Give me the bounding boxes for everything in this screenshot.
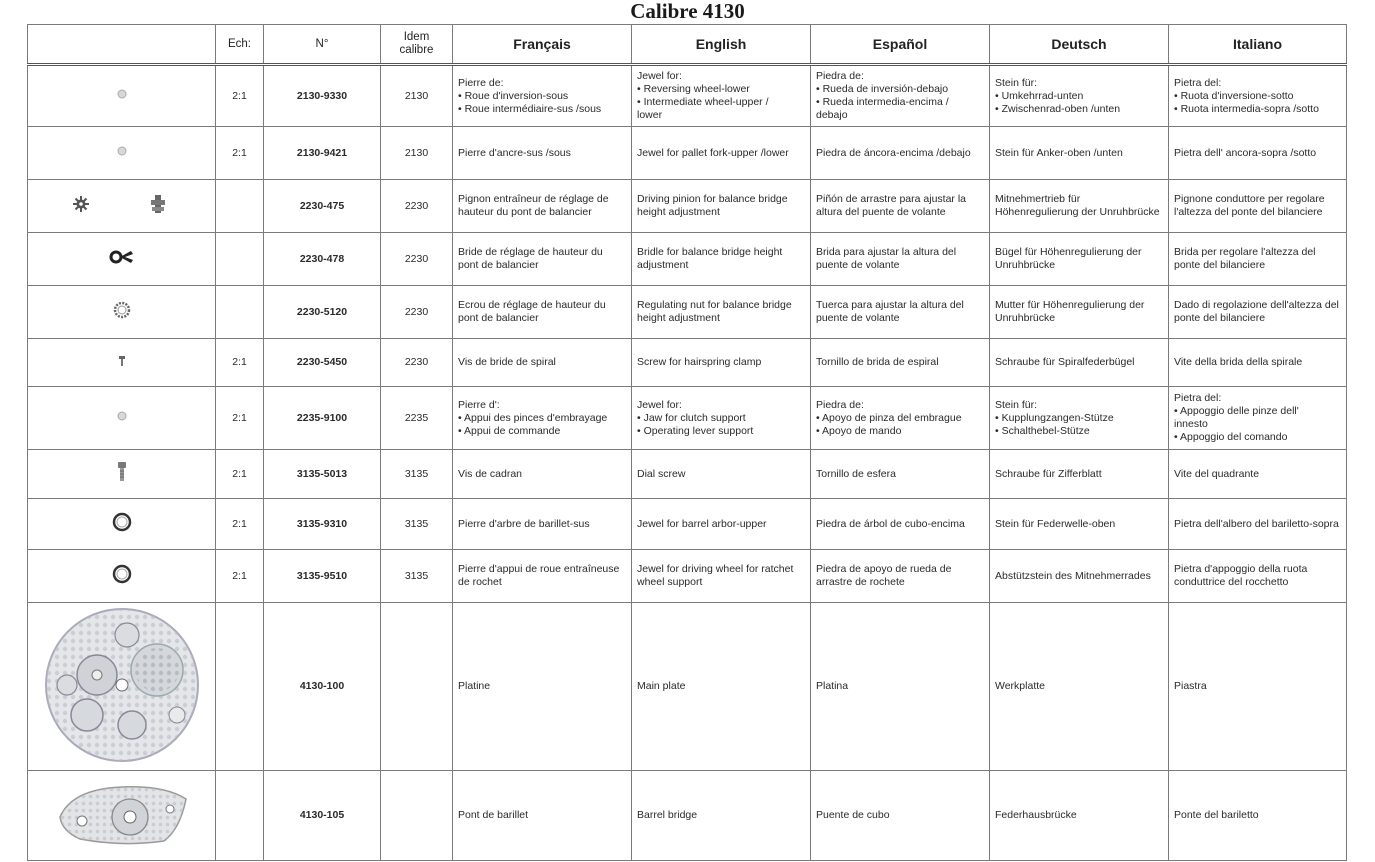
description-de: Stein für: • Umkehrrad-unten • Zwischenrad-oben /unten <box>990 65 1169 127</box>
idem-calibre-cell: 2130 <box>381 127 453 180</box>
description-en: Barrel bridge <box>632 771 811 861</box>
idem-calibre-cell: 2230 <box>381 180 453 233</box>
description-es: Piedra de árbol de cubo-encima <box>811 499 990 550</box>
description-en: Driving pinion for balance bridge height adjustment <box>632 180 811 233</box>
header-row <box>28 25 1347 65</box>
description-fr: Vis de cadran <box>453 450 632 499</box>
description-fr: Pignon entraîneur de réglage de hauteur du pont de balancier <box>453 180 632 233</box>
description-en: Screw for hairspring clamp <box>632 339 811 387</box>
description-en: Regulating nut for balance bridge height adjustment <box>632 286 811 339</box>
pinion-icon <box>67 192 177 220</box>
table-row <box>28 603 1347 771</box>
table-row <box>28 499 1347 550</box>
part-image-cell <box>28 771 216 861</box>
description-en: Jewel for driving wheel for ratchet wheel support <box>632 550 811 603</box>
table-row <box>28 286 1347 339</box>
scale-cell <box>216 771 264 861</box>
table-row <box>28 65 1347 127</box>
ring-jewel-icon <box>111 511 133 537</box>
part-number: 2230-5450 <box>264 339 381 387</box>
scale-cell <box>216 233 264 286</box>
idem-calibre-cell: 3135 <box>381 450 453 499</box>
scale-cell: 2:1 <box>216 65 264 127</box>
main-plate-icon <box>37 605 207 769</box>
part-number: 2230-5120 <box>264 286 381 339</box>
description-en: Jewel for barrel arbor-upper <box>632 499 811 550</box>
part-image-cell <box>28 180 216 233</box>
description-fr: Vis de bride de spiral <box>453 339 632 387</box>
part-number: 2230-478 <box>264 233 381 286</box>
description-de: Mitnehmertrieb für Höhenregulierung der Unruhbrücke <box>990 180 1169 233</box>
idem-calibre-cell <box>381 771 453 861</box>
description-fr: Pierre d': • Appui des pinces d'embrayage • Appui de commande <box>453 387 632 450</box>
description-es: Piedra de: • Rueda de inversión-debajo • Rueda intermedia-encima / debajo <box>811 65 990 127</box>
description-de: Federhausbrücke <box>990 771 1169 861</box>
dial-screw-icon <box>117 461 127 487</box>
idem-calibre-cell: 2235 <box>381 387 453 450</box>
description-it: Pietra dell' ancora-sopra /sotto <box>1169 127 1347 180</box>
scale-cell: 2:1 <box>216 450 264 499</box>
part-number: 2130-9421 <box>264 127 381 180</box>
header-ech: Ech: <box>216 25 264 65</box>
description-en: Main plate <box>632 603 811 771</box>
description-it: Brida per regolare l'altezza del ponte del bilanciere <box>1169 233 1347 286</box>
description-de: Mutter für Höhenregulierung der Unruhbrücke <box>990 286 1169 339</box>
description-de: Stein für: • Kupplungzangen-Stütze • Schalthebel-Stütze <box>990 387 1169 450</box>
table-row <box>28 450 1347 499</box>
header-number: N° <box>264 25 381 65</box>
description-fr: Pont de barillet <box>453 771 632 861</box>
description-fr: Pierre d'arbre de barillet-sus <box>453 499 632 550</box>
description-it: Ponte del bariletto <box>1169 771 1347 861</box>
description-it: Piastra <box>1169 603 1347 771</box>
description-fr: Bride de réglage de hauteur du pont de balancier <box>453 233 632 286</box>
description-en: Jewel for: • Reversing wheel-lower • Intermediate wheel-upper / lower <box>632 65 811 127</box>
description-it: Vite della brida della spirale <box>1169 339 1347 387</box>
description-es: Tornillo de brida de espiral <box>811 339 990 387</box>
header-francais: Français <box>453 25 632 65</box>
part-image-cell <box>28 450 216 499</box>
part-image-cell <box>28 127 216 180</box>
part-image-cell <box>28 550 216 603</box>
table-row <box>28 550 1347 603</box>
part-image-cell <box>28 339 216 387</box>
description-fr: Pierre de: • Roue d'inversion-sous • Roue intermédiaire-sus /sous <box>453 65 632 127</box>
description-de: Schraube für Zifferblatt <box>990 450 1169 499</box>
scale-cell: 2:1 <box>216 499 264 550</box>
part-number: 2130-9330 <box>264 65 381 127</box>
small-jewel-icon <box>116 88 128 104</box>
description-de: Abstützstein des Mitnehmerrades <box>990 550 1169 603</box>
part-number: 3135-9310 <box>264 499 381 550</box>
header-idem-calibre: Idem calibre <box>381 25 453 65</box>
part-image-cell <box>28 387 216 450</box>
table-row <box>28 387 1347 450</box>
description-es: Piedra de áncora-encima /debajo <box>811 127 990 180</box>
scale-cell: 2:1 <box>216 127 264 180</box>
part-image-cell <box>28 603 216 771</box>
description-fr: Platine <box>453 603 632 771</box>
table-row <box>28 233 1347 286</box>
parts-table <box>27 24 1347 861</box>
header-italiano: Italiano <box>1169 25 1347 65</box>
description-it: Pietra d'appoggio della ruota conduttrice del rocchetto <box>1169 550 1347 603</box>
tiny-screw-icon <box>118 355 126 371</box>
table-row <box>28 127 1347 180</box>
part-image-cell <box>28 233 216 286</box>
part-image-cell <box>28 286 216 339</box>
small-jewel-icon <box>116 410 128 426</box>
part-number: 3135-9510 <box>264 550 381 603</box>
scale-cell <box>216 603 264 771</box>
description-es: Piedra de apoyo de rueda de arrastre de rochete <box>811 550 990 603</box>
table-row <box>28 339 1347 387</box>
description-it: Pietra dell'albero del bariletto-sopra <box>1169 499 1347 550</box>
scale-cell <box>216 180 264 233</box>
description-en: Jewel for pallet fork-upper /lower <box>632 127 811 180</box>
description-en: Dial screw <box>632 450 811 499</box>
description-es: Tuerca para ajustar la altura del puente de volante <box>811 286 990 339</box>
description-fr: Pierre d'ancre-sus /sous <box>453 127 632 180</box>
part-number: 4130-100 <box>264 603 381 771</box>
idem-calibre-cell: 2230 <box>381 339 453 387</box>
bridle-icon <box>109 249 135 269</box>
description-de: Schraube für Spiralfederbügel <box>990 339 1169 387</box>
description-de: Bügel für Höhenregulierung der Unruhbrücke <box>990 233 1169 286</box>
description-es: Piedra de: • Apoyo de pinza del embrague • Apoyo de mando <box>811 387 990 450</box>
header-espanol: Español <box>811 25 990 65</box>
part-image-cell <box>28 499 216 550</box>
table-row <box>28 180 1347 233</box>
header-english: English <box>632 25 811 65</box>
idem-calibre-cell <box>381 603 453 771</box>
description-it: Pietra del: • Ruota d'inversione-sotto • Ruota intermedia-sopra /sotto <box>1169 65 1347 127</box>
description-de: Werkplatte <box>990 603 1169 771</box>
idem-calibre-cell: 3135 <box>381 499 453 550</box>
description-es: Brida para ajustar la altura del puente de volante <box>811 233 990 286</box>
header-image <box>28 25 216 65</box>
part-number: 2235-9100 <box>264 387 381 450</box>
description-es: Puente de cubo <box>811 771 990 861</box>
scale-cell: 2:1 <box>216 387 264 450</box>
header-deutsch: Deutsch <box>990 25 1169 65</box>
scale-cell: 2:1 <box>216 339 264 387</box>
description-fr: Ecrou de réglage de hauteur du pont de balancier <box>453 286 632 339</box>
description-it: Vite del quadrante <box>1169 450 1347 499</box>
small-jewel-icon <box>116 145 128 161</box>
table-row <box>28 771 1347 861</box>
description-it: Pignone conduttore per regolare l'altezza del ponte del bilanciere <box>1169 180 1347 233</box>
description-en: Jewel for: • Jaw for clutch support • Operating lever support <box>632 387 811 450</box>
part-number: 2230-475 <box>264 180 381 233</box>
idem-calibre-cell: 2130 <box>381 65 453 127</box>
ring-jewel-icon <box>111 563 133 589</box>
scale-cell <box>216 286 264 339</box>
scale-cell: 2:1 <box>216 550 264 603</box>
description-it: Pietra del: • Appoggio delle pinze dell' innesto • Appoggio del comando <box>1169 387 1347 450</box>
barrel-bridge-icon <box>52 779 192 853</box>
description-fr: Pierre d'appui de roue entraîneuse de rochet <box>453 550 632 603</box>
part-number: 4130-105 <box>264 771 381 861</box>
description-de: Stein für Anker-oben /unten <box>990 127 1169 180</box>
idem-calibre-cell: 3135 <box>381 550 453 603</box>
description-es: Platina <box>811 603 990 771</box>
page-title: Calibre 4130 <box>630 0 745 23</box>
description-en: Bridle for balance bridge height adjustment <box>632 233 811 286</box>
part-image-cell <box>28 65 216 127</box>
description-es: Tornillo de esfera <box>811 450 990 499</box>
part-number: 3135-5013 <box>264 450 381 499</box>
description-es: Piñón de arrastre para ajustar la altura del puente de volante <box>811 180 990 233</box>
description-it: Dado di regolazione dell'altezza del ponte del bilanciere <box>1169 286 1347 339</box>
description-de: Stein für Federwelle-oben <box>990 499 1169 550</box>
idem-calibre-cell: 2230 <box>381 233 453 286</box>
regulating-nut-icon <box>112 300 132 324</box>
idem-calibre-cell: 2230 <box>381 286 453 339</box>
